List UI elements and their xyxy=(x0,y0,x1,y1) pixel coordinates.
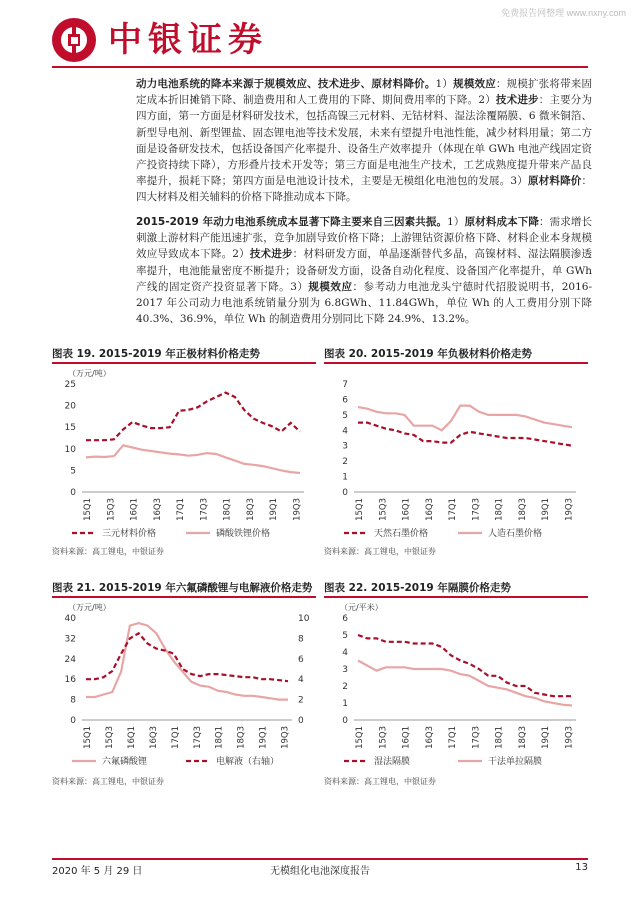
x-tick-label: 18Q3 xyxy=(517,498,528,521)
footer xyxy=(52,862,588,878)
x-tick-label: 18Q3 xyxy=(245,498,256,521)
y-tick-label: 2 xyxy=(342,682,348,692)
legend-label: 磷酸铁锂价格 xyxy=(216,529,271,539)
y-tick-label: 2 xyxy=(342,457,348,468)
x-tick-label: 15Q3 xyxy=(104,726,115,749)
x-tick-label: 17Q3 xyxy=(199,498,210,521)
y2-tick-label: 10 xyxy=(298,614,310,624)
y-tick-label: 0 xyxy=(70,488,76,498)
chart-20-source: 资料来源：高工锂电，中银证券 xyxy=(324,547,436,556)
x-tick-label: 16Q3 xyxy=(424,726,435,749)
x-tick-label: 15Q1 xyxy=(83,726,93,749)
chart-19-title: 图表 19. 2015-2019 年正极材料价格走势 xyxy=(52,348,260,360)
x-tick-label: 18Q1 xyxy=(494,726,505,749)
chart-unit-label: （元/平米） xyxy=(340,603,383,612)
x-tick-label: 16Q1 xyxy=(401,498,412,521)
y-tick-label: 3 xyxy=(342,665,348,675)
x-tick-label: 15Q1 xyxy=(83,498,93,521)
y-tick-label: 24 xyxy=(64,654,76,665)
legend-label: 干法单拉隔膜 xyxy=(488,757,543,767)
x-tick-label: 17Q1 xyxy=(176,498,187,521)
x-tick-label: 15Q3 xyxy=(106,498,117,521)
x-tick-label: 16Q3 xyxy=(152,498,163,521)
bank-logo-icon xyxy=(52,18,96,62)
paragraph-2: 2015-2019 年动力电池系统成本显著下降主要来自三因素共振。1）原材料成本下降：需求增长刺激上游材料产能迅速扩张，竞争加剧导致价格下降；上游锂钴资源价格下降、材料企业本身规模效应导致成本下降。2）技术进步：材料研发方面，单晶逐渐替代多晶，高镍材料、湿法隔膜渗透率提升，电池能量密度不断提升；设备研发方面，设备自动化程度、设备国产化率提升，单 GWh 产线的固定资产投资显著下降。3）规模效应：参考动力电池龙头宁德时代招股说明书，2016-2017 年公司动力电池系统销量分别为 6.8GWh、11.84GWh，单位 Wh 的人工费用分别下降 40.3%、36.9%，单位 Wh 的制造费用分别同比下降 24.9%、13.2%。 xyxy=(136,216,593,326)
chart-21-title: 图表 21. 2015-2019 年六氟磷酸锂与电解液价格走势 xyxy=(52,582,313,594)
y-tick-label: 5 xyxy=(342,631,348,641)
chart-19-rule xyxy=(52,362,316,364)
x-tick-label: 17Q3 xyxy=(471,726,482,749)
y2-tick-label: 2 xyxy=(298,695,304,706)
series-line-1 xyxy=(86,633,288,681)
x-tick-label: 17Q1 xyxy=(448,498,459,521)
chart-21-source: 资料来源：高工锂电，中银证券 xyxy=(52,777,164,786)
y-tick-label: 8 xyxy=(70,695,76,706)
x-tick-label: 18Q3 xyxy=(517,726,528,749)
legend-label: 三元材料价格 xyxy=(102,529,157,539)
chart-21-lipf6-electrolyte-price xyxy=(52,600,316,772)
x-tick-label: 18Q3 xyxy=(236,726,247,749)
y-tick-label: 16 xyxy=(64,675,76,686)
x-tick-label: 19Q3 xyxy=(564,498,575,521)
chart-22-source: 资料来源：高工锂电，中银证券 xyxy=(324,777,436,786)
x-tick-label: 16Q1 xyxy=(126,726,137,749)
x-tick-label: 18Q1 xyxy=(214,726,225,749)
x-tick-label: 17Q1 xyxy=(448,726,459,749)
legend-label: 天然石墨价格 xyxy=(374,529,429,539)
x-tick-label: 19Q1 xyxy=(258,726,269,749)
watermark: 免费报告网整理 www.nxny.com xyxy=(501,8,626,18)
chart-unit-label: （万元/吨） xyxy=(68,603,111,612)
series-line-1 xyxy=(358,661,572,706)
x-tick-label: 19Q3 xyxy=(280,726,291,749)
y-tick-label: 10 xyxy=(64,444,76,455)
x-tick-label: 18Q1 xyxy=(222,498,233,521)
x-tick-label: 15Q1 xyxy=(355,498,365,521)
x-tick-label: 16Q3 xyxy=(424,498,435,521)
x-tick-label: 19Q3 xyxy=(292,498,303,521)
x-tick-label: 19Q1 xyxy=(541,726,552,749)
y-tick-label: 6 xyxy=(342,614,348,624)
series-line-0 xyxy=(86,623,288,700)
y-tick-label: 5 xyxy=(70,466,76,477)
x-tick-label: 15Q1 xyxy=(355,726,365,749)
y2-tick-label: 8 xyxy=(298,634,304,645)
para2-lead: 2015-2019 年动力电池系统成本显著下降主要来自三因素共振。 xyxy=(136,216,448,228)
chart-20-rule xyxy=(324,362,588,364)
x-tick-label: 16Q3 xyxy=(148,726,159,749)
chart-22-separator-price xyxy=(324,600,588,772)
series-line-0 xyxy=(358,423,572,446)
y2-tick-label: 6 xyxy=(298,654,304,665)
y-tick-label: 5 xyxy=(342,410,348,421)
page-number: 13 xyxy=(575,862,588,873)
x-tick-label: 17Q3 xyxy=(471,498,482,521)
y2-tick-label: 0 xyxy=(298,716,304,726)
footer-rule xyxy=(52,858,588,860)
y-tick-label: 4 xyxy=(342,648,348,658)
header-rule xyxy=(52,66,588,68)
y2-tick-label: 4 xyxy=(298,675,304,686)
chart-21-rule xyxy=(52,596,316,598)
x-tick-label: 17Q3 xyxy=(192,726,203,749)
chart-20-title: 图表 20. 2015-2019 年负极材料价格走势 xyxy=(324,348,532,360)
footer-date: 2020 年 5 月 29 日 xyxy=(52,866,143,877)
chart-19-cathode-price xyxy=(52,366,316,544)
x-tick-label: 16Q1 xyxy=(401,726,412,749)
x-tick-label: 19Q3 xyxy=(564,726,575,749)
legend-label: 人造石墨价格 xyxy=(488,529,543,539)
y-tick-label: 15 xyxy=(64,423,76,434)
y-tick-label: 1 xyxy=(342,699,348,709)
footer-title: 无模组化电池深度报告 xyxy=(270,866,370,877)
series-line-0 xyxy=(358,635,572,696)
y-tick-label: 4 xyxy=(342,426,348,437)
legend-label: 湿法隔膜 xyxy=(374,757,411,767)
x-tick-label: 19Q1 xyxy=(269,498,280,521)
y-tick-label: 6 xyxy=(342,395,348,406)
legend-label: 电解液（右轴） xyxy=(216,757,280,767)
series-line-0 xyxy=(86,393,300,441)
chart-22-rule xyxy=(324,596,588,598)
x-tick-label: 17Q1 xyxy=(170,726,181,749)
y-tick-label: 0 xyxy=(342,488,348,498)
brand-name: 中银证券 xyxy=(108,20,268,60)
series-line-1 xyxy=(358,406,572,431)
header xyxy=(52,18,592,64)
y-tick-label: 0 xyxy=(342,716,348,726)
y-tick-label: 7 xyxy=(342,380,348,390)
chart-19-source: 资料来源：高工锂电，中银证券 xyxy=(52,547,164,556)
x-tick-label: 15Q3 xyxy=(378,726,389,749)
y-tick-label: 0 xyxy=(70,716,76,726)
y-tick-label: 32 xyxy=(64,634,76,645)
x-tick-label: 15Q3 xyxy=(378,498,389,521)
legend-label: 六氟磷酸锂 xyxy=(102,757,148,767)
y-tick-label: 20 xyxy=(64,401,76,412)
x-tick-label: 18Q1 xyxy=(494,498,505,521)
y-tick-label: 25 xyxy=(64,380,76,390)
chart-22-title: 图表 22. 2015-2019 年隔膜价格走势 xyxy=(324,582,511,594)
para1-lead: 动力电池系统的降本来源于规模效应、技术进步、原材料降价。 xyxy=(136,78,436,90)
series-line-1 xyxy=(86,445,300,473)
paragraph-1: 动力电池系统的降本来源于规模效应、技术进步、原材料降价。1）规模效应：规模扩张将带来固定成本折旧摊销下降、制造费用和人工费用的下降、期间费用率的下降。2）技术进步：主要分为四方面，第一方面是材料研发技术，包括高镍三元材料、无钴材料、湿法涂覆隔膜、6 微米铜箔、新型导电剂、新型锂盐、固态锂电池等技术发展，未来有望提升电池性能，减少材料用量；第二方面是设备研发技术，包括设备国产化率提升、设备生产效率提升（体现在单 GWh 电池产线固定资产投资持续下降），方形叠片技术开发等；第三方面是电池生产技术，工艺成熟度提升带来产品良率提升，损耗下降；第四方面是电池设计技术，主要是无模组化电池包的发展。3）原材料降价：四大材料及相关辅料的价格下降推动成本下降。 xyxy=(136,78,593,204)
y-tick-label: 1 xyxy=(342,472,348,483)
chart-20-anode-price xyxy=(324,366,588,544)
x-tick-label: 16Q1 xyxy=(129,498,140,521)
x-tick-label: 19Q1 xyxy=(541,498,552,521)
chart-unit-label: （万元/吨） xyxy=(68,369,111,378)
y-tick-label: 3 xyxy=(342,441,348,452)
y-tick-label: 40 xyxy=(64,614,76,624)
